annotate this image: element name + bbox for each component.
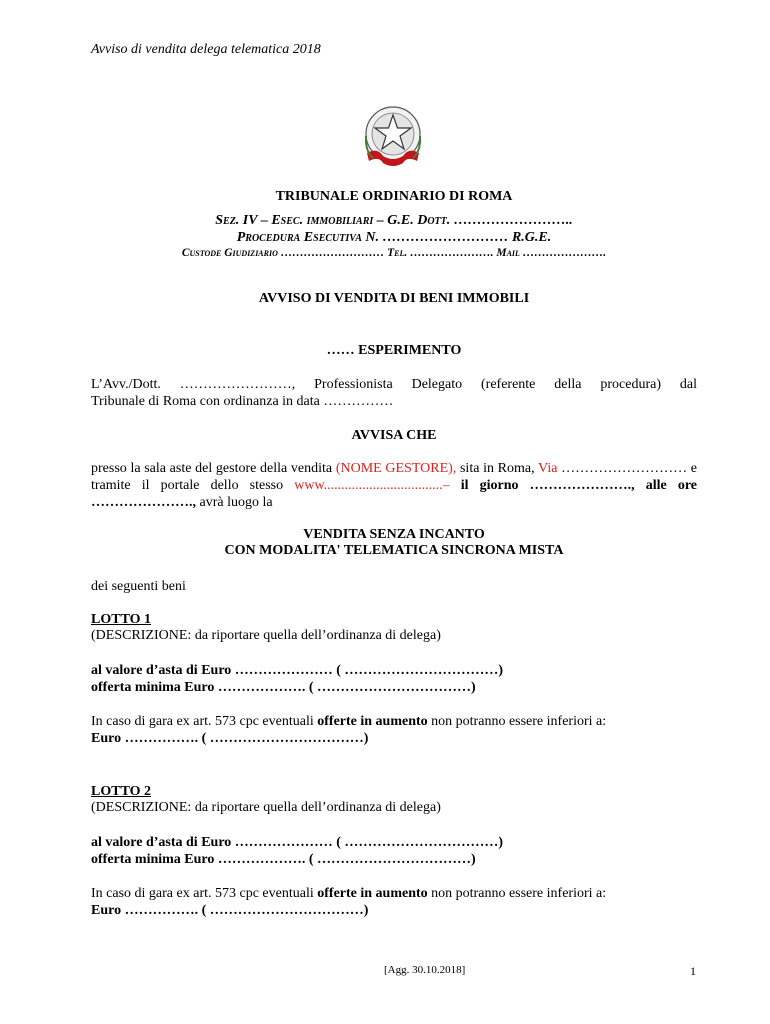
sale-title-2: CON MODALITA' TELEMATICA SINCRONA MISTA xyxy=(224,543,564,558)
venue-text-1: presso la sala aste del gestore della vendita xyxy=(91,461,336,476)
custodian-line: Custode Giudiziario ……………………… Tel. …………………. Mail …………………. xyxy=(181,247,607,259)
lot-2-description: (DESCRIZIONE: da riportare quella dell’ordinanza di delega) xyxy=(91,800,441,815)
procedure-line: Procedura Esecutiva N. ……………………… R.G.E. xyxy=(236,230,552,245)
lot-1-euro: Euro ……………. ( ……………………………) xyxy=(91,731,369,746)
lot-2-offerta: offerta minima Euro ………………. ( ……………………………) xyxy=(91,852,476,867)
notice-title: AVVISO DI VENDITA DI BENI IMMOBILI xyxy=(258,291,530,306)
venue-text-2: sita in Roma, xyxy=(456,461,539,476)
avvisa-che-title: AVVISA CHE xyxy=(351,428,437,443)
lot-1-description: (DESCRIZIONE: da riportare quella dell’ordinanza di delega) xyxy=(91,628,441,643)
lot-1-gara-text: In caso di gara ex art. 573 cpc eventuali xyxy=(91,714,318,729)
emblem-icon xyxy=(357,101,429,173)
www-placeholder: www.................................. xyxy=(294,478,443,493)
lot-1-gara xyxy=(91,713,711,730)
lot-1-title: LOTTO 1 xyxy=(91,612,152,627)
via-placeholder: Via xyxy=(538,461,558,476)
intro-line-2: Tribunale di Roma con ordinanza in data …………… xyxy=(91,394,394,409)
venue-text-5: avrà luogo la xyxy=(199,495,273,510)
esperimento-title: …… ESPERIMENTO xyxy=(326,343,462,358)
lot-1-offerta: offerta minima Euro ………………. ( ……………………………) xyxy=(91,680,476,695)
lot-1-valore: al valore d’asta di Euro ………………… ( ……………………………) xyxy=(91,663,504,678)
lot-2-gara-bold: offerte in aumento xyxy=(317,886,428,901)
lot-2-euro: Euro ……………. ( ……………………………) xyxy=(91,903,369,918)
lot-1-gara-post: non potranno essere inferiori a: xyxy=(427,714,607,729)
lot-2-gara xyxy=(91,885,711,902)
court-section-line: Sez. IV – Esec. immobiliari – G.E. Dott. …………………….. xyxy=(215,213,573,228)
court-title: TRIBUNALE ORDINARIO DI ROMA xyxy=(275,189,513,204)
date-time-placeholder: …………………., alle ore …………………., xyxy=(91,478,698,510)
lot-2-title: LOTTO 2 xyxy=(91,784,152,799)
lot-2-gara-text: In caso di gara ex art. 573 cpc eventuali xyxy=(91,886,318,901)
beni-intro: dei seguenti beni xyxy=(91,579,186,594)
venue-text-3: ……………………… e tramite il portale dello stesso xyxy=(91,461,698,493)
sale-title-1: VENDITA SENZA INCANTO xyxy=(303,527,485,542)
page-number: 1 xyxy=(690,964,696,978)
venue-dash: – xyxy=(442,478,461,493)
intro-paragraph xyxy=(91,376,697,410)
document-header-title: Avviso di vendita delega telematica 2018 xyxy=(91,42,321,57)
gestore-placeholder: (NOME GESTORE), xyxy=(335,461,457,476)
giorno-label: il giorno xyxy=(460,478,519,493)
venue-paragraph xyxy=(91,460,697,511)
lot-1-gara-bold: offerte in aumento xyxy=(317,714,428,729)
lot-2-gara-post: non potranno essere inferiori a: xyxy=(427,886,607,901)
intro-line-1: L’Avv./Dott. ……………………, Professionista Delegato (referente della procedura) dal xyxy=(91,377,697,392)
lot-2-valore: al valore d’asta di Euro ………………… ( ……………………………) xyxy=(91,835,504,850)
footer-update-date: [Agg. 30.10.2018] xyxy=(384,964,466,976)
